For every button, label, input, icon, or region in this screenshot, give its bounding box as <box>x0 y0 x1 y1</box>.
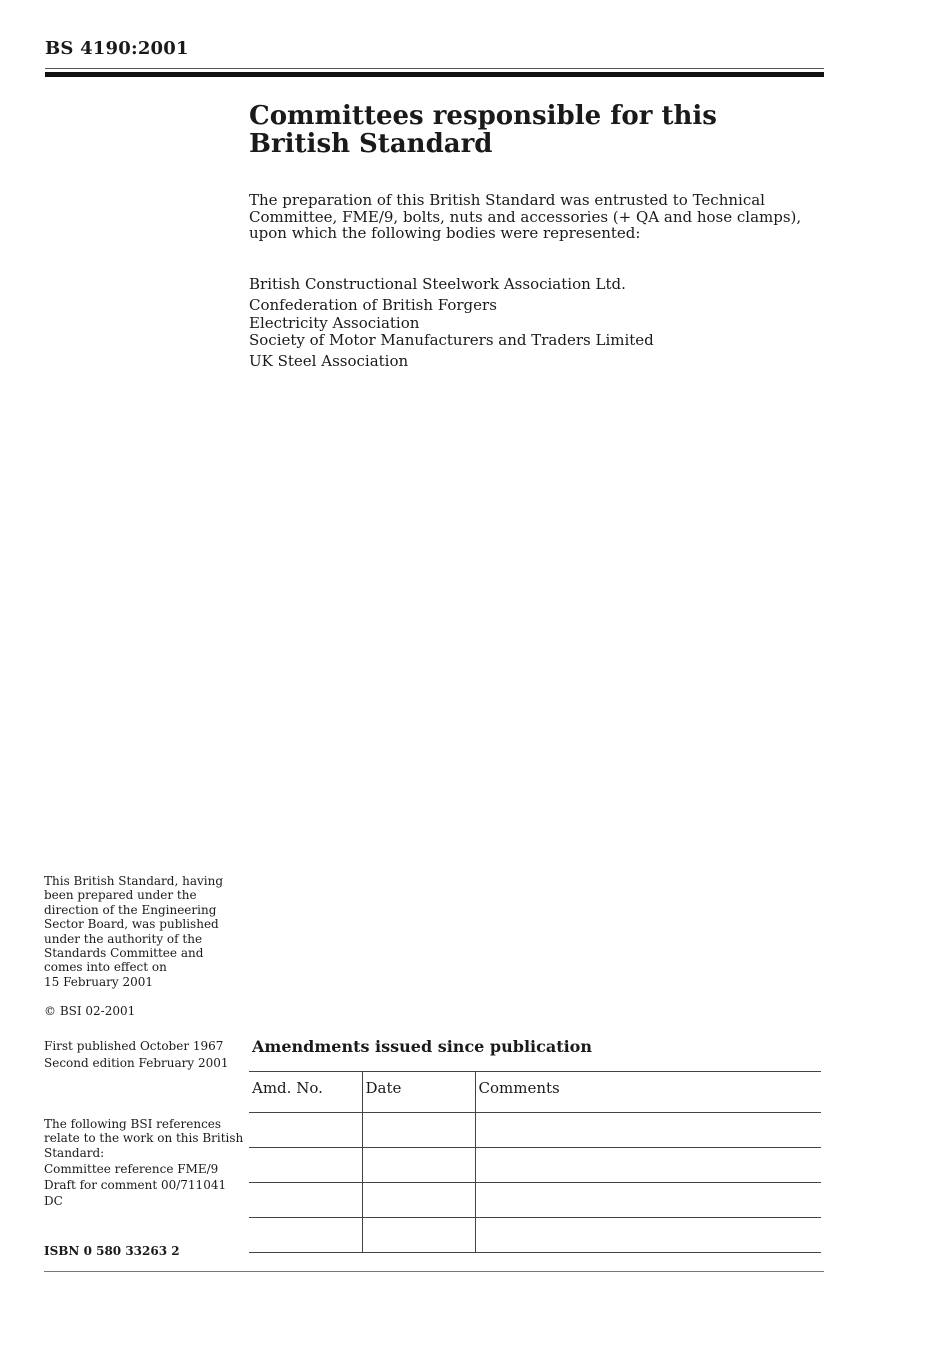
table-cell <box>475 1148 821 1183</box>
column-header-amd-no: Amd. No. <box>249 1072 362 1113</box>
column-header-comments: Comments <box>475 1072 821 1113</box>
committee-reference: Committee reference FME/9 <box>44 1162 219 1177</box>
page-title-line-2: British Standard <box>249 129 493 159</box>
list-item: Electricity Association <box>249 313 420 332</box>
table-cell <box>362 1148 475 1183</box>
table-cell <box>475 1218 821 1253</box>
references-intro-line: relate to the work on this British <box>44 1131 244 1146</box>
list-item: British Constructional Steelwork Association Ltd. <box>249 275 626 293</box>
copyright-notice: © BSI 02-2001 <box>44 1004 136 1018</box>
amendments-heading: Amendments issued since publication <box>252 1037 592 1056</box>
table-header-row <box>249 1072 821 1113</box>
authority-line: This British Standard, having <box>44 874 224 888</box>
authority-line: comes into effect on <box>44 960 167 975</box>
authority-line: 15 February 2001 <box>44 974 154 989</box>
intro-paragraph: The preparation of this British Standard was entrusted to Technical Committee, FME/9, bolts, nuts and accessories (+ QA and hose clamps), upon which the following bodies were represented: <box>249 191 802 242</box>
table-cell <box>249 1113 362 1148</box>
authority-line: under the authority of the <box>44 931 203 946</box>
header-rule-thin <box>45 68 824 69</box>
table-cell <box>362 1113 475 1148</box>
document-id: BS 4190:2001 <box>45 38 189 59</box>
page-title <box>249 102 809 158</box>
table-cell <box>362 1218 475 1253</box>
header-rule-thick <box>45 72 824 77</box>
represented-bodies-list <box>249 276 824 371</box>
table-cell <box>249 1183 362 1218</box>
table-cell <box>249 1218 362 1253</box>
table-cell <box>249 1148 362 1183</box>
list-item: UK Steel Association <box>249 352 409 371</box>
page-title-line-1: Committees responsible for this <box>249 101 717 131</box>
list-item: Confederation of British Forgers <box>249 295 497 314</box>
table-cell <box>475 1113 821 1148</box>
table-row <box>249 1218 821 1253</box>
column-header-date: Date <box>362 1072 475 1113</box>
amendments-table <box>249 1071 821 1253</box>
draft-for-comment: Draft for comment 00/711041 DC <box>44 1178 227 1209</box>
first-published: First published October 1967 <box>44 1039 224 1053</box>
table-row <box>249 1183 821 1218</box>
footer-rule <box>44 1271 824 1272</box>
authority-line: Sector Board, was published <box>44 917 219 932</box>
second-edition: Second edition February 2001 <box>44 1056 229 1070</box>
references-intro-line: Standard: <box>44 1145 105 1160</box>
authority-line: direction of the Engineering <box>44 902 217 917</box>
publication-history <box>44 1038 244 1072</box>
table-row <box>249 1113 821 1148</box>
authority-line: been prepared under the <box>44 888 197 903</box>
table-row <box>249 1148 821 1183</box>
list-item: Society of Motor Manufacturers and Traders Limited <box>249 331 654 350</box>
authority-line: Standards Committee and <box>44 946 204 961</box>
isbn: ISBN 0 580 33263 2 <box>44 1244 180 1258</box>
bsi-references <box>44 1117 244 1209</box>
references-intro-line: The following BSI references <box>44 1117 222 1131</box>
authority-statement <box>44 874 244 989</box>
table-cell <box>362 1183 475 1218</box>
table-cell <box>475 1183 821 1218</box>
